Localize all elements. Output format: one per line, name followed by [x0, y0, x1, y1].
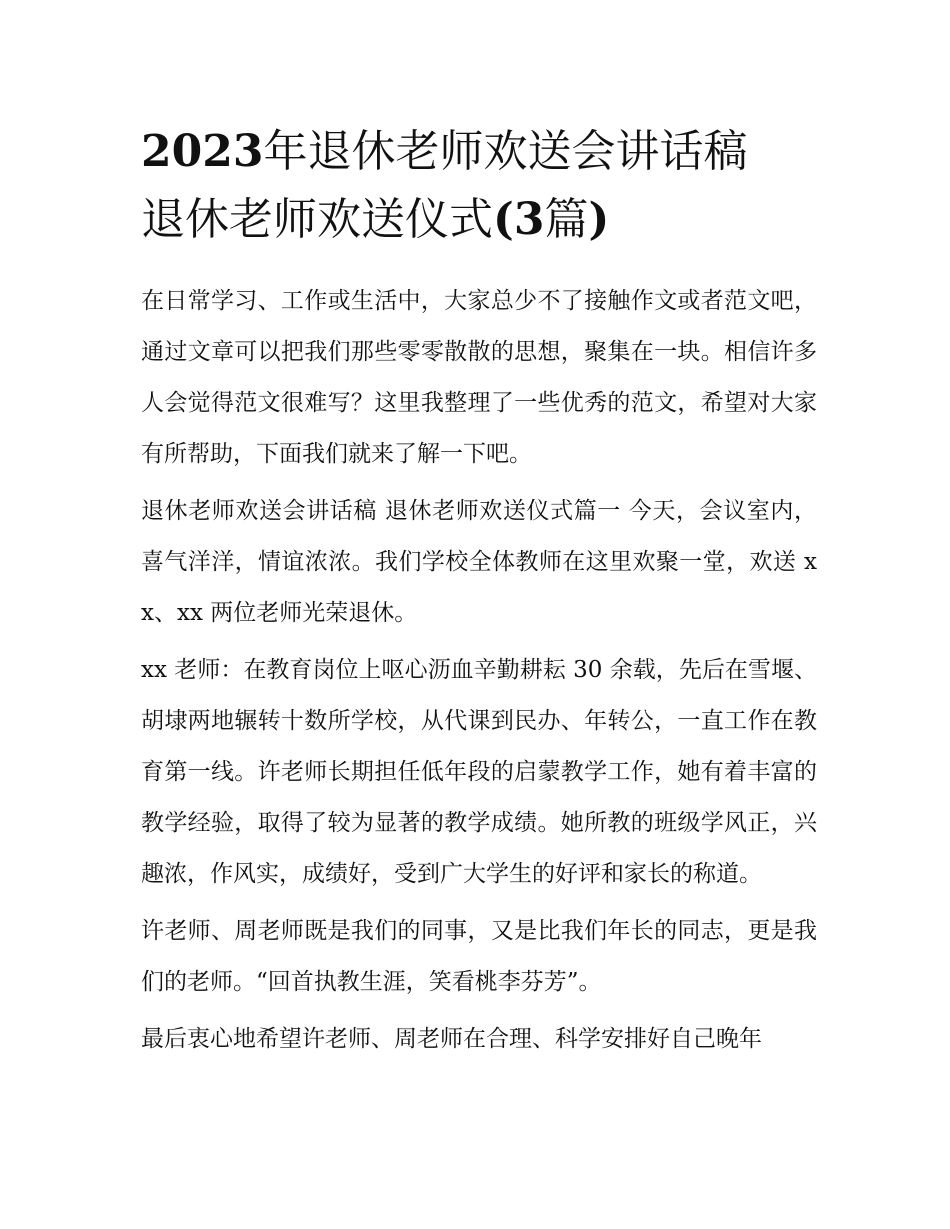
paragraph-1: 退休老师欢送会讲话稿 退休老师欢送仪式篇一 今天，会议室内，喜气洋洋，情谊浓浓。我们学校全体教师在这里欢聚一堂，欢送 xx、xx 两位老师光荣退休。 — [141, 498, 817, 626]
paragraph-2: xx 老师：在教育岗位上呕心沥血辛勤耕耘 30 余载，先后在雪堰、胡埭两地辗转十数所学校，从代课到民办、年转公，一直工作在教育第一线。许老师长期担任低年段的启蒙教学工作，她有着丰富的教学经验，取得了较为显著的教学成绩。她所教的班级学风正，兴趣浓，作风实，成绩好，受到广大学生的好评和家长的称道。 — [141, 657, 817, 887]
document-page — [141, 118, 817, 1071]
paragraph-intro: 在日常学习、工作或生活中，大家总少不了接触作文或者范文吧，通过文章可以把我们那些零零散散的思想，聚集在一块。相信许多人会觉得范文很难写？这里我整理了一些优秀的范文，希望对大家有所帮助，下面我们就来了解一下吧。 — [141, 288, 817, 467]
title-count-open: (3 — [493, 194, 545, 245]
paragraph-3: 许老师、周老师既是我们的同事，又是比我们年长的同志，更是我们的老师。“回首执教生涯，笑看桃李芬芳”。 — [141, 918, 817, 995]
paragraph-4: 最后衷心地希望许老师、周老师在合理、科学安排好自己晚年 — [141, 1026, 762, 1052]
title-year: 2023 — [141, 126, 264, 177]
title-line-1-text: 年退休老师欢送会讲话稿 — [263, 126, 748, 177]
title-count-close: ) — [588, 194, 610, 245]
document-body — [141, 276, 817, 1065]
title-line-2 — [141, 186, 817, 254]
title-line-1 — [141, 118, 817, 186]
document-title — [141, 118, 817, 254]
title-line-2-text: 退休老师欢送仪式 — [141, 194, 493, 245]
title-count-unit: 篇 — [544, 194, 589, 245]
